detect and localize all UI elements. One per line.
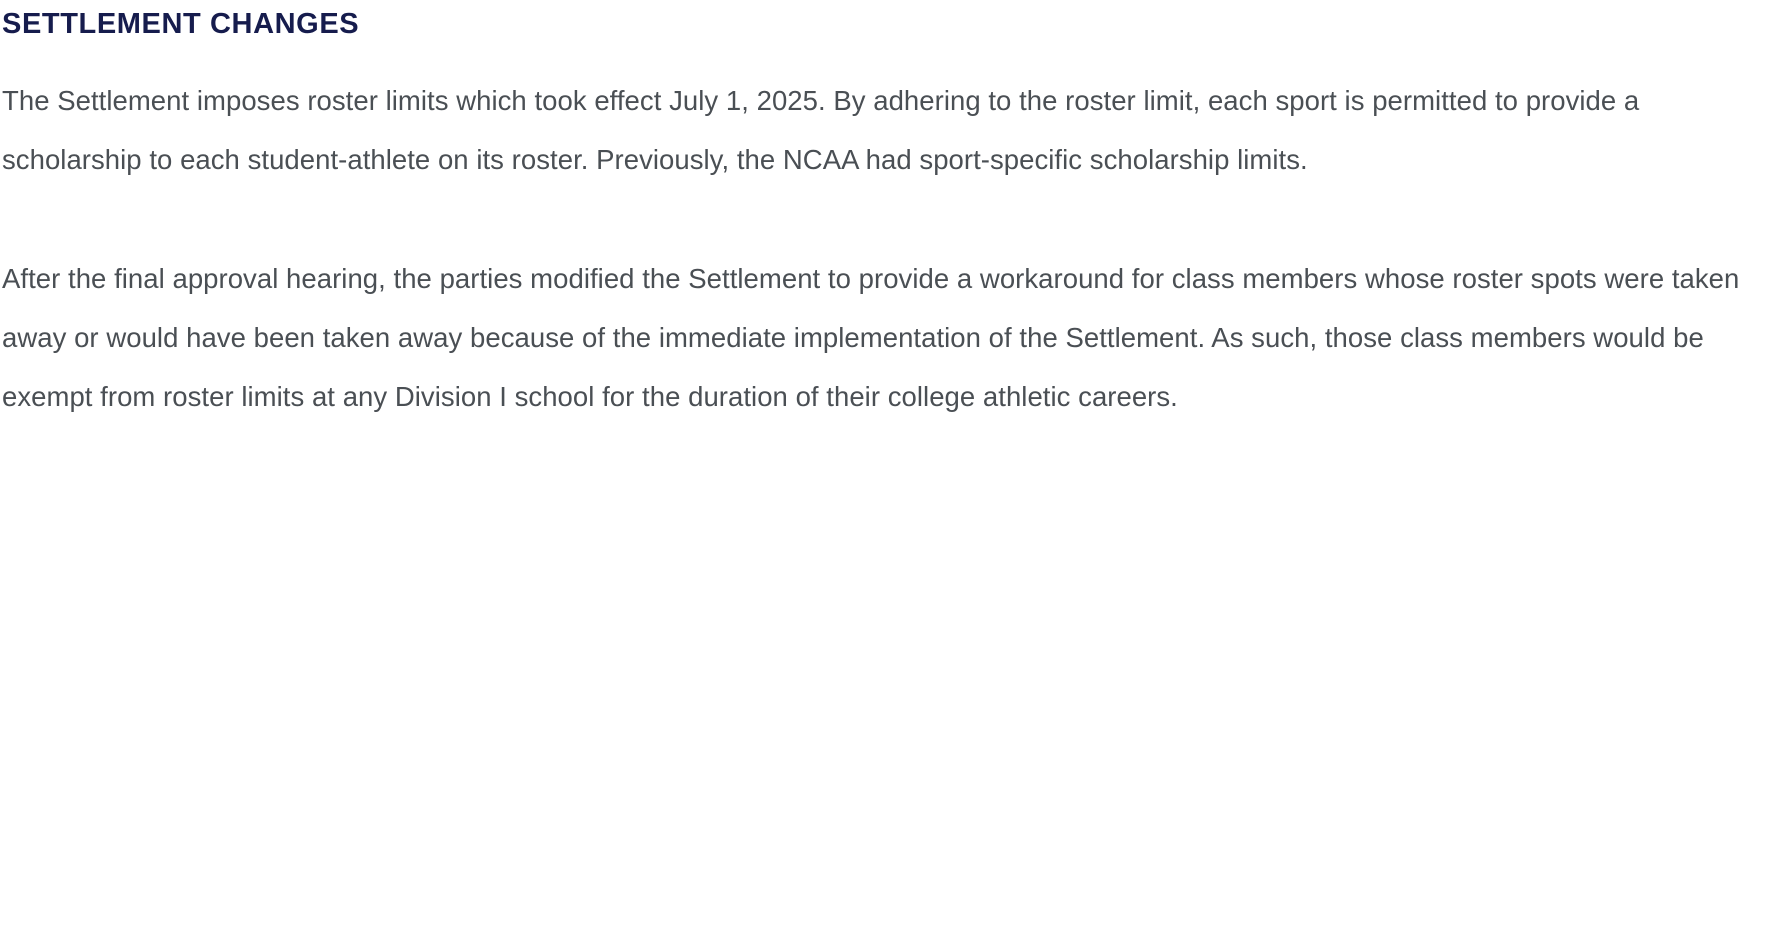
document-body xyxy=(2,71,1767,426)
page-title: SETTLEMENT CHANGES xyxy=(2,8,360,40)
paragraph-roster-limits: The Settlement imposes roster limits which took effect July 1, 2025. By adhering to the roster limit, each sport is permitted to provide a scholarship to each student-athlete on its roster. Previously, the NCAA had sport-specific scholarship limits. xyxy=(2,85,1640,176)
paragraph-roster-exemption: After the final approval hearing, the parties modified the Settlement to provide a workaround for class members whose roster spots were taken away or would have been taken away because of the immediate implementation of the Settlement. As such, those class members would be exempt from roster limits at any Division I school for the duration of their college athletic careers. xyxy=(2,263,1740,413)
